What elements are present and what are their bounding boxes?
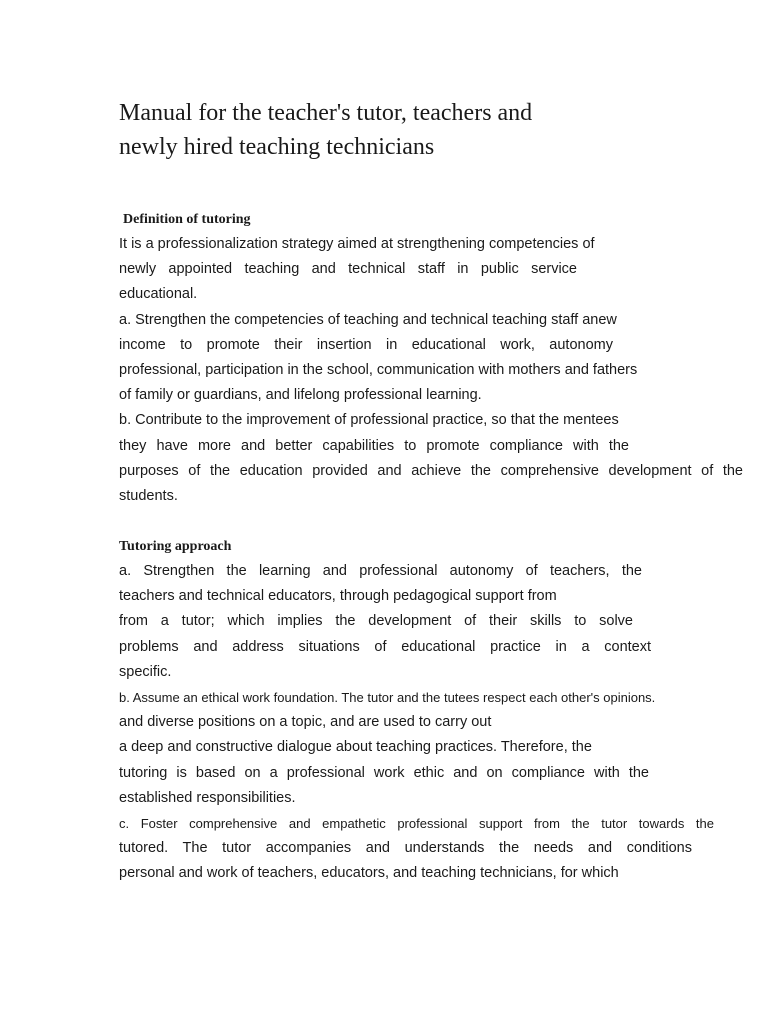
text-line: b. Assume an ethical work foundation. The tutor and the tutees respect each other's opinions. — [119, 689, 656, 705]
text-line: of family or guardians, and lifelong professional learning. — [119, 387, 482, 404]
text-line: purposes of the education provided and achieve the comprehensive development of the — [119, 462, 743, 479]
text-line: tutoring is based on a professional work ethic and on compliance with the — [119, 764, 649, 781]
text-line: and diverse positions on a topic, and are used to carry out — [119, 714, 492, 731]
text-line: educational. — [119, 286, 198, 303]
section-heading-definition: Definition of tutoring — [123, 212, 251, 227]
text-line: teachers and technical educators, through pedagogical support from — [119, 588, 557, 605]
text-line: specific. — [119, 663, 172, 680]
text-line: professional, participation in the school, communication with mothers and fathers — [119, 361, 638, 378]
text-line: established responsibilities. — [119, 789, 296, 806]
text-line: It is a professionalization strategy aimed at strengthening competencies of — [119, 236, 595, 252]
text-line: newly appointed teaching and technical staff in public service — [119, 261, 577, 278]
text-line: personal and work of teachers, educators, and teaching technicians, for which — [119, 865, 619, 882]
title-line: newly hired teaching technicians — [119, 134, 435, 160]
document-title — [119, 96, 532, 164]
text-line: a. Strengthen the learning and professional autonomy of teachers, the — [119, 563, 642, 579]
text-line: they have more and better capabilities to promote compliance with the — [119, 437, 629, 454]
section-body-approach — [119, 559, 714, 886]
text-line: c. Foster comprehensive and empathetic professional support from the tutor towards the — [119, 815, 714, 831]
text-line: a. Strengthen the competencies of teaching and technical teaching staff anew — [119, 311, 617, 328]
text-line: students. — [119, 487, 178, 504]
text-line: problems and address situations of educational practice in a context — [119, 638, 651, 655]
section-heading-approach: Tutoring approach — [119, 539, 232, 554]
text-line: from a tutor; which implies the development of their skills to solve — [119, 613, 633, 630]
text-line: a deep and constructive dialogue about teaching practices. Therefore, the — [119, 739, 592, 756]
section-body-definition — [119, 232, 743, 509]
text-line: tutored. The tutor accompanies and understands the needs and conditions — [119, 840, 692, 857]
text-line: income to promote their insertion in educational work, autonomy — [119, 336, 613, 353]
title-line: Manual for the teacher's tutor, teachers and — [119, 100, 533, 126]
text-line: b. Contribute to the improvement of professional practice, so that the mentees — [119, 412, 619, 429]
